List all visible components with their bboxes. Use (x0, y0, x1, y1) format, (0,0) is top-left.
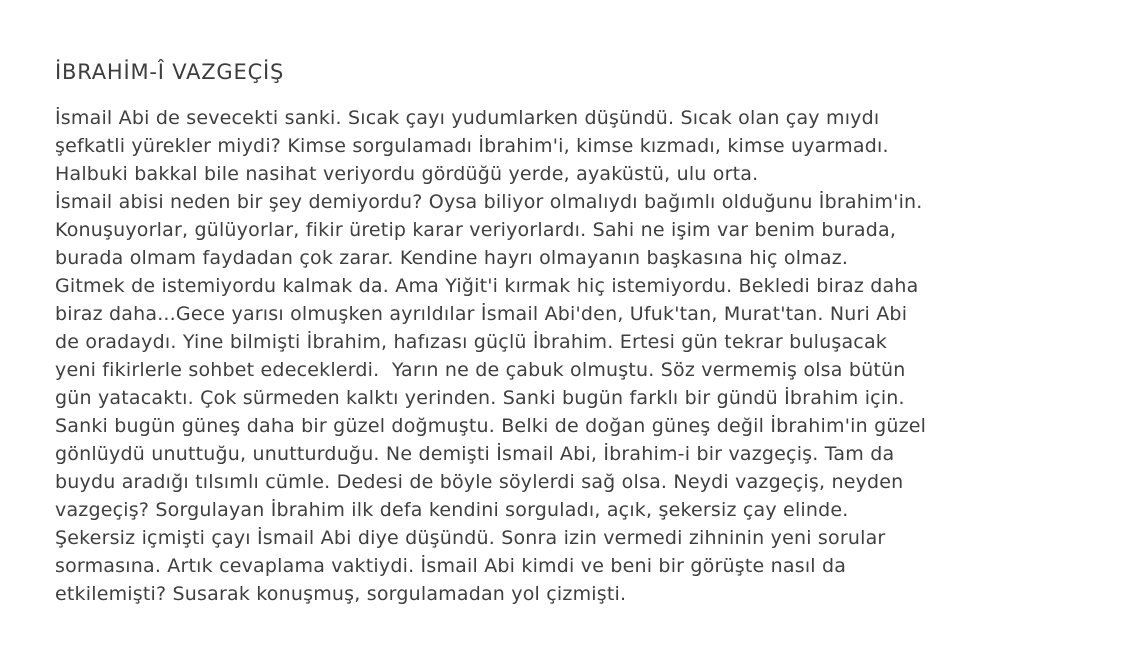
text-line: Gitmek de istemiyordu kalmak da. Ama Yiğit'i kırmak hiç istemiyordu. Bekledi biraz daha (55, 275, 919, 297)
text-line: etkilemişti? Susarak konuşmuş, sorgulamadan yol çizmişti. (55, 583, 627, 605)
text-line: şefkatli yürekler miydi? Kimse sorgulamadı İbrahim'i, kimse kızmadı, kimse uyarmadı. (55, 135, 889, 157)
text-line: gün yatacaktı. Çok sürmeden kalktı yerinden. Sanki bugün farklı bir gündü İbrahim için. (55, 387, 905, 409)
text-line: de oradaydı. Yine bilmişti İbrahim, hafızası güçlü İbrahim. Ertesi gün tekrar buluşacak (55, 331, 887, 353)
text-line: Sanki bugün güneş daha bir güzel doğmuştu. Belki de doğan güneş değil İbrahim'in güzel (55, 415, 927, 437)
text-line: gönlüydü unuttuğu, unutturduğu. Ne demişti İsmail Abi, İbrahim-i bir vazgeçiş. Tam da (55, 443, 895, 465)
text-line: buydu aradığı tılsımlı cümle. Dedesi de böyle söylerdi sağ olsa. Neydi vazgeçiş, neyden (55, 471, 904, 493)
text-line: Şekersiz içmişti çayı İsmail Abi diye düşündü. Sonra izin vermedi zihninin yeni sorular (55, 527, 886, 549)
document-title: İBRAHİM-Î VAZGEÇİŞ (55, 60, 285, 84)
text-line: burada olmam faydadan çok zarar. Kendine hayrı olmayanın başkasına hiç olmaz. (55, 247, 849, 269)
text-line: Halbuki bakkal bile nasihat veriyordu gördüğü yerde, ayaküstü, ulu orta. (55, 163, 759, 185)
text-line: İsmail Abi de sevecekti sanki. Sıcak çayı yudumlarken düşündü. Sıcak olan çay mıydı (55, 107, 880, 129)
document-body (55, 104, 1105, 608)
text-line: Konuşuyorlar, gülüyorlar, fikir üretip karar veriyorlardı. Sahi ne işim var benim burada, (55, 219, 897, 241)
text-line: sormasına. Artık cevaplama vaktiydi. İsmail Abi kimdi ve beni bir görüşte nasıl da (55, 555, 847, 577)
text-line: vazgeçiş? Sorgulayan İbrahim ilk defa kendini sorguladı, açık, şekersiz çay elinde. (55, 499, 849, 521)
text-line: biraz daha...Gece yarısı olmuşken ayrıldılar İsmail Abi'den, Ufuk'tan, Murat'tan. Nuri Abi (55, 303, 908, 325)
text-line: yeni fikirlerle sohbet edeceklerdi. Yarın ne de çabuk olmuştu. Söz vermemiş olsa bütün (55, 359, 906, 381)
text-line: İsmail abisi neden bir şey demiyordu? Oysa biliyor olmalıydı bağımlı olduğunu İbrahim'in. (55, 191, 923, 213)
